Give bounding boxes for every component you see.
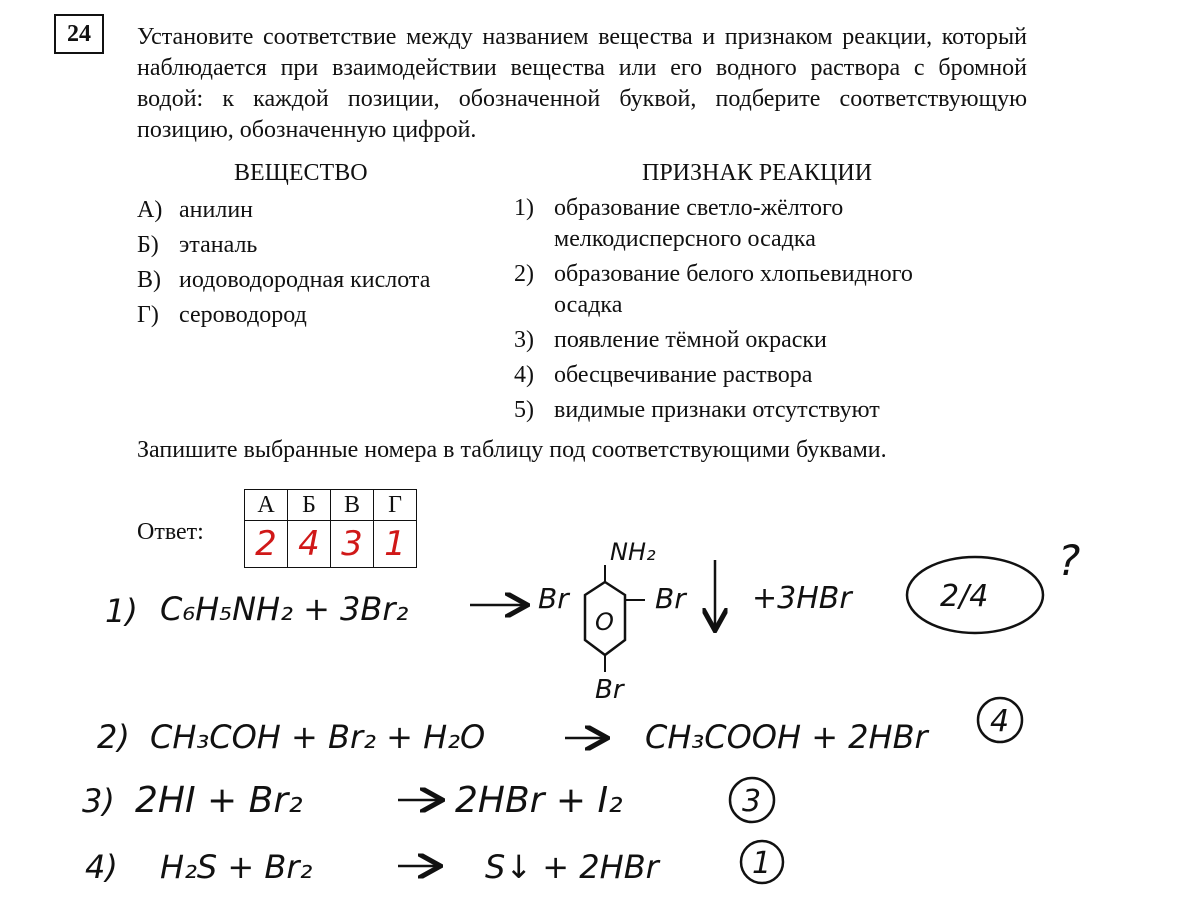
reaction-2-circled: 4 bbox=[990, 704, 1010, 739]
substance-letter: Б) bbox=[137, 232, 159, 258]
reaction-1-rhs: +3HBr bbox=[752, 581, 852, 616]
reaction-3-rhs: 2HBr + I₂ bbox=[455, 780, 623, 821]
reaction-2-number: 2) bbox=[97, 718, 130, 756]
reaction-4-circled: 1 bbox=[752, 846, 772, 881]
reaction-1-question-mark: ? bbox=[1058, 536, 1081, 585]
sign-number: 5) bbox=[514, 397, 534, 423]
question-number: 24 bbox=[54, 14, 104, 54]
substance-text: этаналь bbox=[179, 232, 258, 258]
reaction-3-lhs: 2HI + Br₂ bbox=[135, 780, 303, 821]
instruction-text: Запишите выбранные номера в таблицу под соответствующими буквами. bbox=[137, 437, 887, 463]
substance-letter: А) bbox=[137, 197, 163, 223]
substance-letter: Г) bbox=[137, 302, 159, 328]
answer-value-cell[interactable]: 4 bbox=[288, 521, 331, 568]
substance-text: сероводород bbox=[179, 302, 307, 328]
answer-header-cell: Г bbox=[374, 490, 417, 521]
reaction-1-number: 1) bbox=[105, 592, 138, 630]
reaction-1-nh2: NH₂ bbox=[610, 538, 656, 566]
answer-header-cell: Б bbox=[288, 490, 331, 521]
reaction-4-number: 4) bbox=[85, 848, 118, 886]
sign-text: обесцвечивание раствора bbox=[554, 362, 813, 388]
substance-letter: В) bbox=[137, 267, 161, 293]
sign-text: видимые признаки отсутствуют bbox=[554, 397, 880, 423]
reaction-4-rhs: S↓ + 2HBr bbox=[485, 848, 659, 886]
sign-header: ПРИЗНАК РЕАКЦИИ bbox=[642, 160, 873, 186]
reaction-2-lhs: CH₃COH + Br₂ + H₂O bbox=[150, 718, 486, 756]
reaction-1-lhs: C₆H₅NH₂ + 3Br₂ bbox=[160, 590, 409, 628]
answer-value-cell[interactable]: 2 bbox=[245, 521, 288, 568]
sign-text: появление тёмной окраски bbox=[554, 327, 827, 353]
reaction-2-rhs: CH₃COOH + 2HBr bbox=[645, 718, 928, 756]
reaction-1-br-right: Br bbox=[655, 582, 686, 615]
answer-header-cell: В bbox=[331, 490, 374, 521]
reaction-1-br-left: Br bbox=[538, 582, 569, 615]
reaction-3-circled: 3 bbox=[742, 784, 762, 819]
reaction-1-ring-label: O bbox=[595, 608, 614, 636]
answer-label: Ответ: bbox=[137, 519, 204, 545]
sign-number: 3) bbox=[514, 327, 534, 353]
reaction-4-lhs: H₂S + Br₂ bbox=[160, 848, 313, 886]
answer-value-cell[interactable]: 1 bbox=[374, 521, 417, 568]
substance-text: анилин bbox=[179, 197, 254, 223]
sign-text: образование светло-жёлтого мелкодисперсного осадка bbox=[554, 195, 844, 252]
answer-value-cell[interactable]: 3 bbox=[331, 521, 374, 568]
sign-text: образование белого хлопьевидного осадка bbox=[554, 261, 913, 318]
answer-header-cell: А bbox=[245, 490, 288, 521]
substance-text: иодоводородная кислота bbox=[179, 267, 431, 293]
question-statement: Установите соответствие между названием вещества и признаком реакции, который наблюдается при взаимодействии вещества или его водного раствора с бромной водой: к каждой позиции, обозначенной буквой, подберите соответствующую позицию, обозначенную цифрой. bbox=[137, 24, 1027, 143]
substance-header: ВЕЩЕСТВО bbox=[234, 160, 368, 186]
sign-number: 1) bbox=[514, 195, 534, 221]
sign-number: 4) bbox=[514, 362, 534, 388]
reaction-1-circled: 2/4 bbox=[940, 579, 989, 614]
reaction-1-br-bottom: Br bbox=[595, 675, 624, 705]
reaction-3-number: 3) bbox=[82, 782, 115, 820]
sign-number: 2) bbox=[514, 261, 534, 287]
